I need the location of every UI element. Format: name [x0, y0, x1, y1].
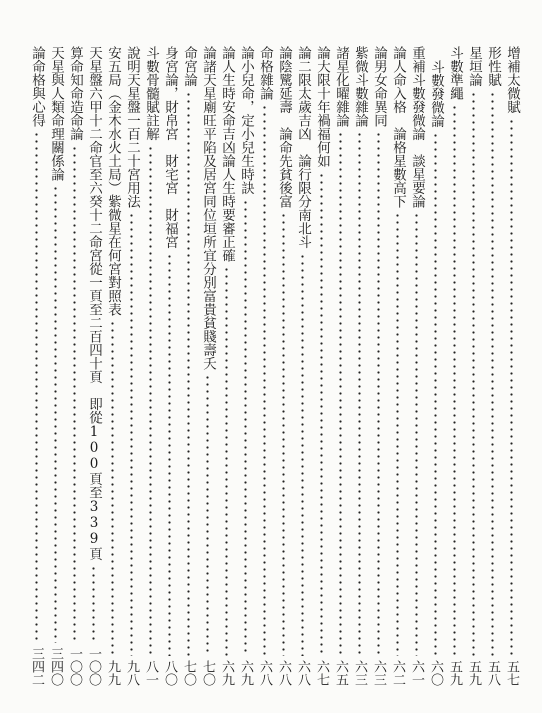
toc-entry-page: 六三 — [371, 660, 386, 686]
toc-entry-title: 天星與人類命理關係論 — [48, 46, 64, 181]
table-of-contents — [26, 46, 520, 686]
toc-entry-page: 七〇 — [181, 660, 196, 686]
toc-entry — [446, 46, 463, 686]
toc-entry — [275, 46, 292, 686]
toc-entry — [28, 46, 45, 686]
leader-dots — [199, 374, 216, 656]
leader-dots — [446, 104, 463, 656]
toc-entry — [161, 46, 178, 686]
toc-entry-page: 三四二 — [29, 647, 44, 686]
leader-dots — [180, 91, 197, 657]
toc-entry-page: 一〇〇 — [67, 647, 82, 686]
leader-dots — [256, 104, 273, 656]
toc-entry-title: 論人命入格 論格星數高下 — [390, 46, 406, 208]
leader-dots — [237, 199, 254, 657]
toc-entry-title: 斗數骨髓賦註解 — [143, 46, 159, 141]
toc-entry-page: 六八 — [295, 660, 310, 686]
leader-dots — [389, 212, 406, 656]
toc-entry — [180, 46, 197, 686]
toc-entry — [294, 46, 311, 686]
toc-entry-title: 命宮論 — [181, 46, 197, 87]
toc-entry-page: 六〇 — [428, 660, 443, 686]
toc-entry — [389, 46, 406, 686]
toc-entry — [503, 46, 520, 686]
toc-entry-title: 紫微斗數雜論 — [352, 46, 368, 127]
toc-entry — [237, 46, 254, 686]
toc-entry-page: 六八 — [257, 660, 272, 686]
toc-entry-page: 五九 — [447, 660, 462, 686]
toc-entry — [408, 46, 425, 686]
leader-dots — [427, 132, 444, 657]
leader-dots — [275, 212, 292, 656]
toc-entry-page: 五九 — [466, 660, 481, 686]
leader-dots — [484, 91, 501, 657]
leader-dots — [104, 320, 121, 656]
toc-entry-title: 安五局（金木水火土局）紫微星在何宮對照表 — [105, 46, 121, 316]
toc-entry — [218, 46, 235, 686]
leader-dots — [332, 131, 349, 656]
toc-entry-page: 六一 — [409, 660, 424, 686]
toc-entry-title: 重補斗數發微論 談星要論 — [409, 46, 425, 208]
leader-dots — [294, 253, 311, 657]
toc-entry — [66, 46, 83, 686]
toc-entry — [85, 46, 102, 686]
toc-entry-page: 九九 — [105, 660, 120, 686]
toc-entry-page: 六七 — [314, 660, 329, 686]
toc-entry-title: 形性賦 — [485, 46, 501, 87]
toc-entry — [47, 46, 64, 686]
toc-entry-page: 六三 — [352, 660, 367, 686]
toc-entry-page: 三四〇 — [48, 647, 63, 686]
leader-dots — [28, 131, 45, 643]
toc-entry — [123, 46, 140, 686]
toc-entry-page: 一〇〇 — [86, 647, 101, 686]
toc-entry-title: 增補太微賦 — [504, 46, 520, 114]
toc-entry-title: 論諸天星廟旺平陷及居宮同位垣所宜分別富貴貧賤壽夭 — [200, 46, 216, 370]
leader-dots — [85, 565, 102, 644]
leader-dots — [161, 253, 178, 657]
toc-entry-page: 九八 — [124, 660, 139, 686]
toc-entry-page: 五八 — [485, 660, 500, 686]
toc-entry-page: 八〇 — [162, 660, 177, 686]
toc-entry — [142, 46, 159, 686]
toc-entry-page: 六二 — [390, 660, 405, 686]
toc-entry-title: 算命知命造命論 — [67, 46, 83, 141]
toc-entry — [313, 46, 330, 686]
leader-dots — [142, 145, 159, 657]
leader-dots — [503, 118, 520, 657]
toc-entry-title: 論二限太歲吉凶 論行限分南北斗 — [295, 46, 311, 249]
toc-entry — [465, 46, 482, 686]
toc-entry-title: 斗數發微論 — [428, 60, 444, 128]
toc-entry-page: 六八 — [276, 660, 291, 686]
leader-dots — [218, 266, 235, 656]
toc-entry-page: 六五 — [333, 660, 348, 686]
toc-entry-title: 論男女命異同 — [371, 46, 387, 127]
toc-entry — [370, 46, 387, 686]
toc-entry-title: 身宮論，財帛宮 財宅宮 財福宮 — [162, 46, 178, 249]
leader-dots — [370, 131, 387, 656]
toc-entry-title: 斗數準繩 — [447, 46, 463, 100]
toc-entry-title: 諸星化曜雜論 — [333, 46, 349, 127]
toc-entry-title: 論大限十年禍福何如 — [314, 46, 330, 168]
toc-entry-title: 天星盤六甲十二命官至六癸十二命宮從一頁至二百四十頁 即從100頁至339頁 — [86, 46, 102, 561]
toc-entry-title: 命格雜論 — [257, 46, 273, 100]
leader-dots — [408, 212, 425, 656]
leader-dots — [123, 212, 140, 656]
leader-dots — [351, 131, 368, 656]
toc-entry-page: 六九 — [238, 660, 253, 686]
toc-entry — [104, 46, 121, 686]
leader-dots — [465, 91, 482, 657]
toc-entry-title: 說明天星盤一百二十宮用法 — [124, 46, 140, 208]
toc-entry — [332, 46, 349, 686]
toc-entry-page: 八一 — [143, 660, 158, 686]
leader-dots — [313, 172, 330, 657]
toc-entry-page: 七〇 — [200, 660, 215, 686]
toc-entry-title: 論人生時安命吉凶論人生時要審正確 — [219, 46, 235, 262]
toc-entry — [427, 46, 444, 686]
toc-entry — [199, 46, 216, 686]
toc-entry — [351, 46, 368, 686]
toc-entry-title: 論命格與心得 — [29, 46, 45, 127]
toc-entry-page: 六九 — [219, 660, 234, 686]
leader-dots — [66, 145, 83, 644]
leader-dots — [47, 185, 64, 643]
toc-entry-title: 星垣論 — [466, 46, 482, 87]
toc-entry-title: 論小兒命，定小兒生時訣 — [238, 46, 254, 195]
toc-entry — [256, 46, 273, 686]
toc-entry-title: 論陰騭延壽 論命先貧後富 — [276, 46, 292, 208]
toc-entry — [484, 46, 501, 686]
toc-entry-page: 五七 — [504, 660, 519, 686]
